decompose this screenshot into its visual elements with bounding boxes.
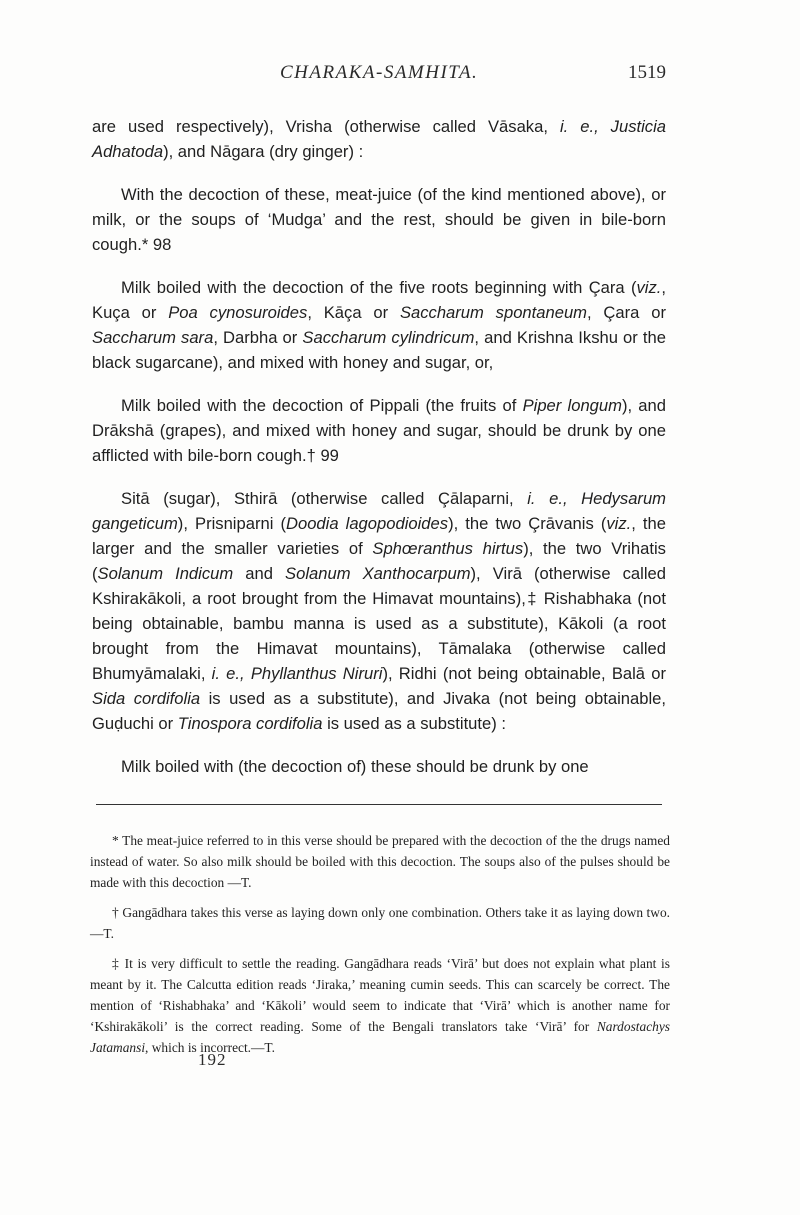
- footnotes: [90, 830, 670, 1067]
- text-run: , and Krishna Ikshu or the black sugarcane), and mixed with honey and sugar, or,: [92, 328, 666, 372]
- text-run: ), Prisniparni (: [177, 514, 286, 533]
- italic-run: Poa cynosuroides: [168, 303, 308, 322]
- text-run: † Gangādhara takes this verse as laying down only one combination. Others take it as laying down two.—T.: [90, 905, 670, 941]
- footnote-rule: [96, 804, 662, 805]
- paragraph: [92, 393, 666, 468]
- text-run: is used as a substitute), and Jivaka (not being obtainable, Guḍuchi or: [92, 689, 666, 733]
- text-run: ), the two Çrāvanis (: [448, 514, 607, 533]
- text-run: ), and Drākshā (grapes), and mixed with honey and sugar, should be drunk by one afflicted with bile-born cough.† 99: [92, 396, 666, 465]
- italic-run: i. e., Phyllanthus Niruri: [211, 664, 383, 683]
- page-number: 1519: [628, 62, 666, 83]
- text-run: Milk boiled with the decoction of Pippali (the fruits of: [121, 396, 523, 415]
- text-run: are used respectively), Vrisha (otherwise called Vāsaka,: [92, 117, 560, 136]
- italic-run: viz.: [606, 514, 632, 533]
- footnote: [90, 830, 670, 893]
- text-run: With the decoction of these, meat-juice (of the kind mentioned above), or milk, or the soups of ‘Mudga’ and the rest, should be given in bile-born cough.* 98: [92, 185, 666, 254]
- footnote: [90, 902, 670, 944]
- italic-run: Tinospora cordifolia: [177, 714, 323, 733]
- text-run: ‡ It is very difficult to settle the reading. Gangādhara reads ‘Virā’ but does not explain what plant is meant by it. The Calcutta edition reads ‘Jiraka,’ meaning cumin seeds. This can scarcely be correct. The mention of ‘Rishabhaka’ and ‘Kākoli’ would seem to indicate that ‘Virā’ which is another name for ‘Kshirakākoli’ is the correct reading. Some of the Bengali translators take ‘Virā’ for: [90, 956, 670, 1034]
- text-run: , which is incorrect.—T.: [145, 1040, 275, 1055]
- paragraph: [92, 114, 666, 164]
- italic-run: viz.: [636, 278, 662, 297]
- italic-run: Sphœranthus hirtus: [372, 539, 524, 558]
- paragraph: [92, 754, 666, 779]
- paragraph: [92, 275, 666, 375]
- italic-run: i. e., Justicia Adhatoda: [92, 117, 666, 161]
- paragraph: [92, 182, 666, 257]
- text-run: ), Ridhi (not being obtainable, Balā or: [382, 664, 667, 683]
- text-run: and: [233, 564, 286, 583]
- text-run: is used as a substitute) :: [322, 714, 506, 733]
- text-run: Sitā (sugar), Sthirā (otherwise called Çālaparni,: [121, 489, 528, 508]
- text-run: , Kuça or: [92, 278, 666, 322]
- text-run: , Darbha or: [213, 328, 303, 347]
- italic-run: Saccharum spontaneum: [399, 303, 588, 322]
- footnote: [90, 953, 670, 1058]
- text-run: ), the two Vrihatis (: [92, 539, 666, 583]
- italic-run: i. e., Hedysarum gangeticum: [92, 489, 666, 533]
- running-head: [90, 62, 666, 92]
- italic-run: Sida cordifolia: [92, 689, 201, 708]
- italic-run: Solanum Xanthocarpum: [285, 564, 471, 583]
- text-run: ), and Nāgara (dry ginger) :: [163, 142, 364, 161]
- text-run: , the larger and the smaller varieties of: [92, 514, 666, 558]
- running-title: CHARAKA-SAMHITA.: [280, 62, 479, 83]
- body-text: [92, 114, 666, 779]
- text-run: , Kāça or: [307, 303, 400, 322]
- italic-run: Saccharum cylindricum: [302, 328, 475, 347]
- italic-run: Piper longum: [522, 396, 622, 415]
- italic-run: Doodia lagopodioides: [285, 514, 449, 533]
- folio-number: 192: [198, 1050, 227, 1069]
- text-run: ), Virā (otherwise called Kshirakākoli, a root brought from the Himavat mountains),‡ Rishabhaka (not being obtainable, bambu manna is used as a substitute), Kākoli (a root brought from the Himavat mountains), Tāmalaka (otherwise called Bhumyāmalaki,: [92, 564, 666, 683]
- text-run: Milk boiled with the decoction of the five roots beginning with Çara (: [121, 278, 637, 297]
- paragraph: [92, 486, 666, 736]
- italic-run: Nardostachys Jatamansi: [90, 1019, 670, 1055]
- italic-run: Solanum Indicum: [97, 564, 234, 583]
- text-run: Milk boiled with (the decoction of) these should be drunk by one: [121, 757, 589, 776]
- text-run: * The meat-juice referred to in this verse should be prepared with the decoction of the the drugs named instead of water. So also milk should be boiled with this decoction. The soups also of the pulses should be made with this decoction —T.: [90, 833, 670, 890]
- text-run: , Çara or: [587, 303, 666, 322]
- italic-run: Saccharum sara: [92, 328, 214, 347]
